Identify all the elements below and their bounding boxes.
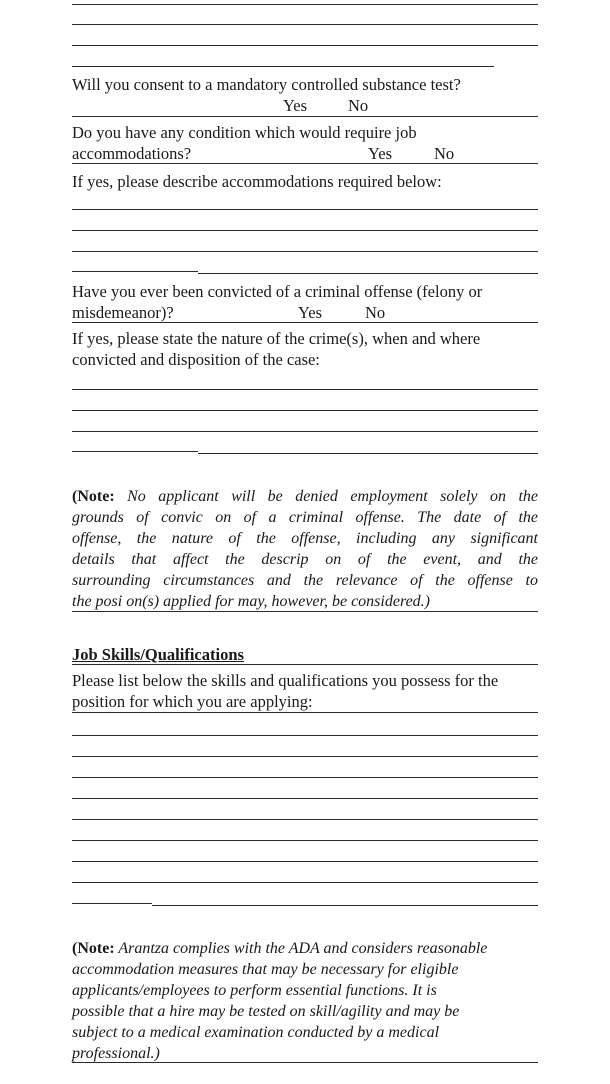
job-skills-prompt-line1: Please list below the skills and qualifications you possess for the — [72, 671, 499, 690]
note-line: accommodation measures that may be necessary for eligible — [72, 961, 459, 978]
job-skills-prompt-line2: position for which you are applying: — [72, 692, 313, 711]
answer-line[interactable] — [152, 905, 538, 906]
answer-line[interactable] — [198, 273, 538, 274]
answer-line[interactable] — [72, 798, 538, 799]
note-label: (Note: — [72, 940, 115, 957]
note-line: subject to a medical examination conducted by a medical — [72, 1024, 440, 1041]
answer-line[interactable] — [72, 777, 538, 778]
answer-line[interactable] — [72, 735, 538, 736]
accommodations-question-text: accommodations? — [72, 144, 192, 163]
answer-line[interactable] — [72, 882, 538, 883]
note-line — [72, 938, 538, 959]
accommodations-yes[interactable]: Yes — [368, 144, 393, 163]
answer-line-short[interactable] — [72, 271, 198, 272]
answer-line[interactable] — [72, 66, 494, 67]
note-underline — [72, 611, 538, 612]
answer-line[interactable] — [72, 45, 538, 46]
criminal-note — [72, 486, 538, 612]
criminal-followup-line2: convicted and disposition of the case: — [72, 350, 320, 369]
answer-line-short[interactable] — [72, 903, 152, 904]
note-line: applicants/employees to perform essential functions. It is — [72, 982, 437, 999]
note-line: surrounding circumstances and the relevance of the offense to — [72, 572, 538, 589]
note-line: professional.) — [72, 1045, 160, 1062]
answer-line[interactable] — [72, 389, 538, 390]
note-label: (Note: — [72, 488, 115, 505]
section-underline — [72, 664, 538, 665]
answer-line[interactable] — [72, 209, 538, 210]
drug-test-yes[interactable]: Yes — [283, 96, 308, 115]
note-text: Arantza complies with the ADA and considers reasonable — [118, 940, 488, 957]
drug-test-no[interactable]: No — [348, 96, 369, 115]
answer-line[interactable] — [198, 453, 538, 454]
criminal-yes[interactable]: Yes — [298, 303, 323, 322]
answer-line[interactable] — [72, 756, 538, 757]
answer-line[interactable] — [72, 840, 538, 841]
answer-line[interactable] — [72, 4, 538, 5]
ada-note — [72, 938, 538, 1064]
answer-line[interactable] — [72, 819, 538, 820]
accommodations-question-line2 — [72, 143, 538, 164]
answer-line — [72, 163, 538, 164]
drug-test-question: Will you consent to a mandatory controlled substance test? — [72, 75, 461, 94]
note-line — [72, 486, 538, 507]
job-skills-heading: Job Skills/Qualifications — [72, 645, 244, 664]
note-underline — [72, 1062, 538, 1063]
accommodations-followup: If yes, please describe accommodations required below: — [72, 172, 442, 191]
note-line: offense, the nature of the offense, including any significant — [72, 530, 538, 547]
answer-line[interactable] — [72, 24, 538, 25]
note-line: details that affect the descrip on of the event, and the — [72, 551, 538, 568]
note-line: grounds of convic on of a criminal offense. The date of the — [72, 509, 538, 526]
answer-line-short[interactable] — [72, 451, 198, 452]
answer-line — [72, 116, 538, 117]
criminal-no[interactable]: No — [365, 303, 386, 322]
answer-line[interactable] — [72, 230, 538, 231]
answer-line[interactable] — [72, 251, 538, 252]
accommodations-question-line1: Do you have any condition which would require job — [72, 123, 417, 142]
answer-line[interactable] — [72, 861, 538, 862]
answer-line — [72, 322, 538, 323]
accommodations-no[interactable]: No — [434, 144, 455, 163]
answer-line[interactable] — [72, 410, 538, 411]
criminal-question-line2 — [72, 302, 538, 323]
criminal-question-text: misdemeanor)? — [72, 303, 174, 322]
criminal-followup-line1: If yes, please state the nature of the crime(s), when and where — [72, 329, 481, 348]
note-line: the posi on(s) applied for may, however, be considered.) — [72, 593, 431, 610]
criminal-question-line1: Have you ever been convicted of a criminal offense (felony or — [72, 282, 483, 301]
note-line: possible that a hire may be tested on skill/agility and may be — [72, 1003, 460, 1020]
answer-line[interactable] — [72, 712, 538, 713]
answer-line[interactable] — [72, 431, 538, 432]
note-text: No applicant will be denied employment solely on the — [127, 488, 538, 505]
